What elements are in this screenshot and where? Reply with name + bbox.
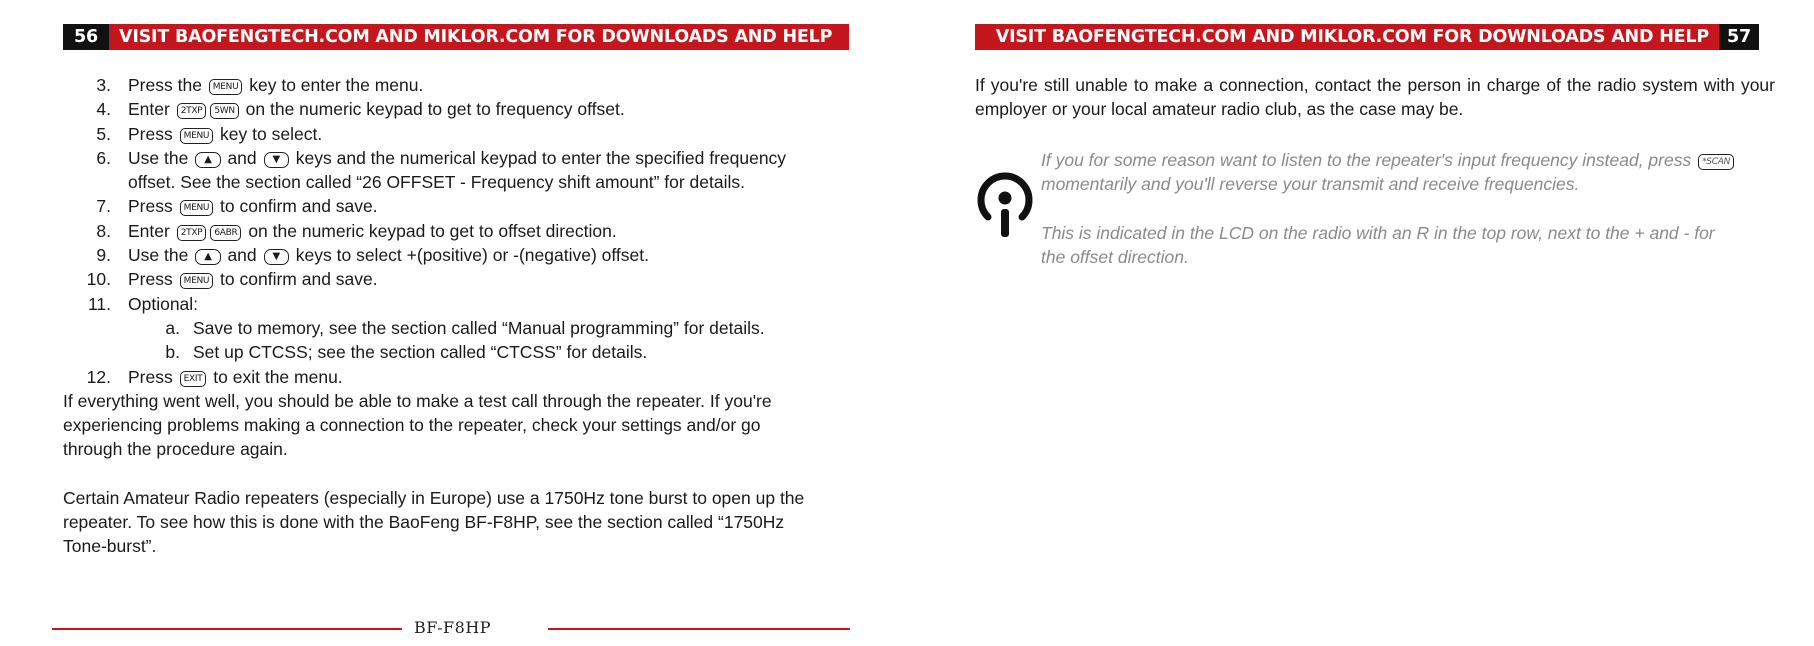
list-item	[63, 146, 863, 195]
step-text-continued: offset. See the section called “26 OFFSET - Frequency shift amount” for details.	[128, 172, 746, 193]
step-text: key to enter the menu.	[244, 75, 424, 95]
list-item	[63, 365, 863, 389]
step-text: Press the	[128, 75, 207, 95]
right-banner	[975, 24, 1759, 50]
info-icon	[975, 171, 1035, 241]
left-page	[0, 0, 900, 646]
note-line: the offset direction.	[1041, 246, 1189, 267]
step-text: to exit the menu.	[208, 366, 343, 387]
step-text: keys and the numerical keypad to enter the specified frequency	[290, 147, 787, 168]
paragraph-line: repeater. To see how this is done with the BaoFeng BF-F8HP, see the section called “1750Hz	[63, 512, 785, 533]
step-number: 3.	[96, 75, 111, 95]
list-item	[63, 194, 863, 218]
key-2-icon: 2TXP	[177, 225, 207, 241]
step-number: 4.	[96, 99, 111, 120]
step-text: Press	[128, 366, 178, 387]
step-number: 5.	[96, 123, 111, 144]
step-number: 11.	[87, 293, 111, 314]
list-item	[63, 243, 863, 267]
sub-list-item	[63, 340, 863, 364]
steps-list	[63, 73, 863, 389]
list-item	[63, 97, 863, 121]
footer-rule	[52, 628, 402, 630]
paragraph-line: Tone-burst”.	[63, 536, 157, 557]
step-text: Use the	[128, 147, 194, 168]
step-text: Press	[128, 269, 178, 290]
step-text: on the numeric keypad to get to frequency offset.	[240, 99, 625, 120]
step-number: 12.	[86, 366, 111, 387]
sub-step-letter: b.	[165, 342, 180, 363]
sub-step-text: Save to memory, see the section called “Manual programming” for details.	[193, 317, 765, 338]
up-arrow-key-icon: ▲	[195, 152, 220, 168]
note-line: momentarily and you'll reverse your transmit and receive frequencies.	[1041, 174, 1580, 195]
step-text: to confirm and save.	[215, 269, 378, 290]
list-item	[63, 122, 863, 146]
down-arrow-key-icon: ▼	[264, 249, 289, 265]
list-item	[63, 219, 863, 243]
note-line: If you for some reason want to listen to the repeater's input frequency instead, press *SCAN	[1041, 148, 1761, 172]
note-block	[1041, 148, 1761, 269]
step-number: 9.	[96, 245, 111, 266]
step-number: 8.	[96, 220, 111, 241]
page-number: 57	[1719, 24, 1759, 50]
right-page	[960, 0, 1814, 646]
step-text: Use the	[128, 245, 194, 266]
step-text: on the numeric keypad to get to offset direction.	[243, 220, 617, 241]
menu-key-icon: MENU	[209, 79, 243, 95]
step-text: keys to select +(positive) or -(negative) offset.	[290, 245, 649, 266]
menu-key-icon: MENU	[180, 200, 214, 216]
key-6-icon: 6ABR	[210, 225, 241, 241]
step-number: 7.	[96, 196, 111, 217]
banner-text: VISIT BAOFENGTECH.COM AND MIKLOR.COM FOR DOWNLOADS AND HELP	[119, 27, 833, 47]
step-text: Optional:	[128, 293, 199, 314]
footer-rule	[548, 628, 850, 630]
exit-key-icon: EXIT	[180, 371, 207, 387]
menu-key-icon: MENU	[180, 128, 214, 144]
sub-list-item	[63, 316, 863, 340]
step-text: and	[222, 147, 262, 168]
scan-key-icon: *SCAN	[1698, 154, 1734, 170]
step-text: Enter	[128, 99, 175, 120]
right-content	[975, 73, 1775, 122]
page-number: 56	[63, 24, 109, 50]
key-2-icon: 2TXP	[177, 103, 207, 119]
paragraph-tone-burst	[63, 486, 863, 559]
step-text: Enter	[128, 220, 175, 241]
step-text: to confirm and save.	[215, 196, 378, 217]
step-text: Press	[128, 123, 178, 144]
step-text: Press	[128, 196, 178, 217]
sub-step-text: Set up CTCSS; see the section called “CTCSS” for details.	[193, 342, 648, 363]
paragraph-line: Certain Amateur Radio repeaters (especially in Europe) use a 1750Hz tone burst to open up the	[63, 487, 805, 508]
step-number: 6.	[96, 147, 111, 168]
connection-help-paragraph: If you're still unable to make a connection, contact the person in charge of the radio system with your employer or your local amateur radio club, as the case may be.	[975, 75, 1775, 120]
menu-key-icon: MENU	[180, 273, 214, 289]
left-banner	[63, 24, 849, 50]
step-text: and	[222, 245, 262, 266]
left-footer	[52, 618, 850, 638]
footer-model: BF-F8HP	[414, 618, 492, 637]
step-text: key to select.	[215, 123, 323, 144]
list-item	[63, 73, 863, 97]
list-item	[63, 292, 863, 316]
key-5-icon: 5WN	[210, 103, 238, 119]
down-arrow-key-icon: ▼	[264, 152, 289, 168]
list-item	[63, 267, 863, 291]
step-number: 10.	[86, 269, 111, 290]
sub-step-letter: a.	[165, 317, 180, 338]
paragraph-line: through the procedure again.	[63, 439, 288, 460]
banner-text: VISIT BAOFENGTECH.COM AND MIKLOR.COM FOR DOWNLOADS AND HELP	[995, 27, 1709, 47]
paragraph-line: experiencing problems making a connection to the repeater, check your settings and/or go	[63, 415, 761, 436]
paragraph-test-call	[63, 389, 863, 462]
note-line: This is indicated in the LCD on the radio with an R in the top row, next to the + and - for	[1041, 222, 1715, 243]
paragraph-line: If everything went well, you should be able to make a test call through the repeater. If you're	[63, 390, 772, 411]
left-content	[63, 73, 863, 559]
up-arrow-key-icon: ▲	[195, 249, 220, 265]
